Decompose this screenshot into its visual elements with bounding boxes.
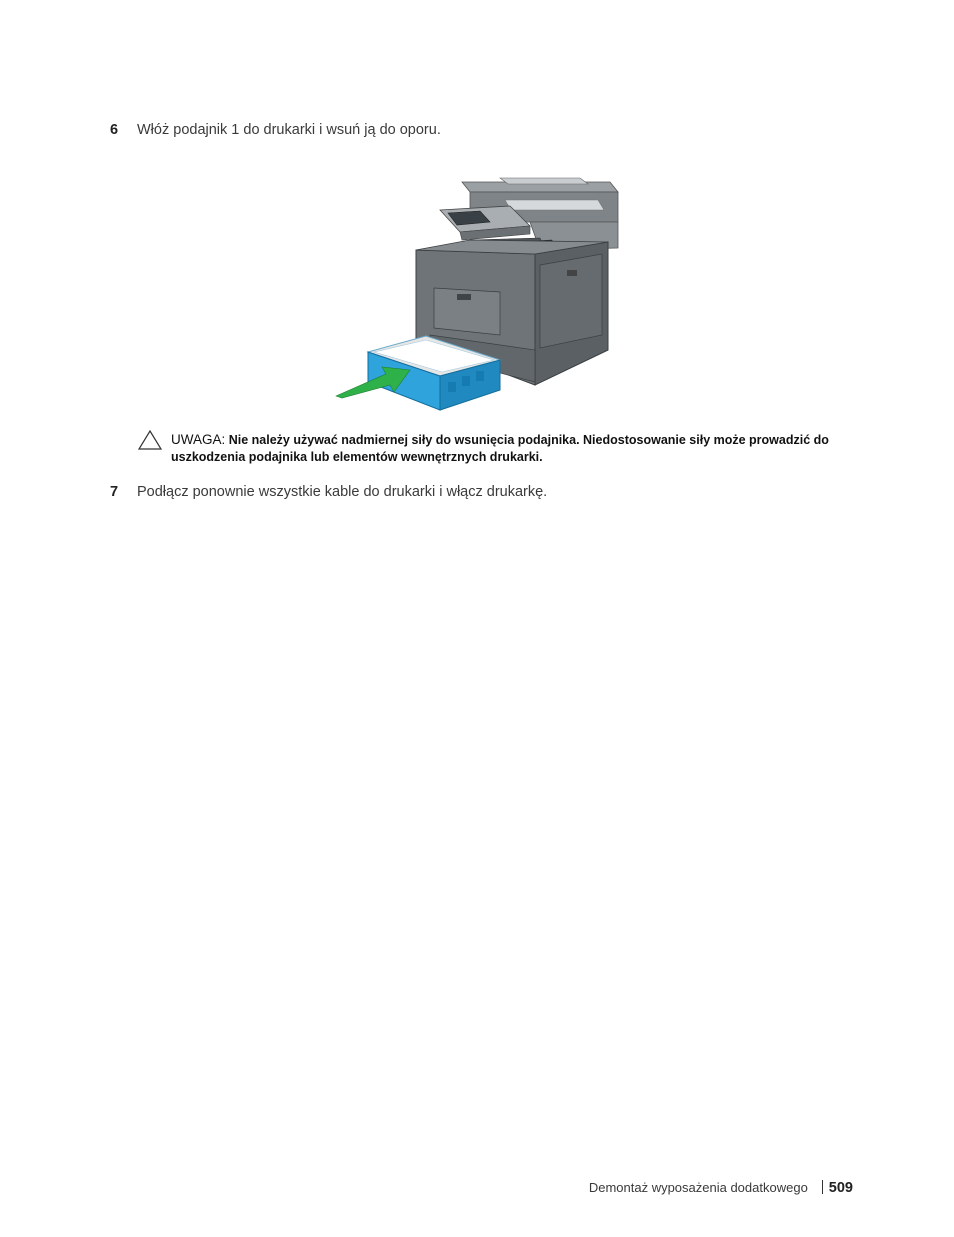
step-text: Podłącz ponownie wszystkie kable do drukarki i włącz drukarkę. [137, 484, 548, 500]
page-footer [589, 1178, 853, 1198]
step-7 [110, 483, 547, 501]
warning-triangle-icon [138, 430, 162, 450]
caution-text: Nie należy używać nadmiernej siły do wsunięcia podajnika. Niedostosowanie siły może prowadzić do uszkodzenia podajnika lub elementów wewnętrznych drukarki. [171, 433, 829, 464]
page-number: 509 [828, 1180, 853, 1196]
printer-tray-insertion-illustration [330, 170, 630, 415]
step-text: Włóż podajnik 1 do drukarki i wsuń ją do oporu. [137, 122, 441, 138]
step-number: 7 [110, 484, 119, 500]
footer-section-title: Demontaż wyposażenia dodatkowego [588, 1180, 808, 1195]
step-6 [110, 121, 441, 139]
caution-label: UWAGA: [171, 432, 226, 447]
step-number: 6 [110, 122, 119, 138]
footer-divider [822, 1180, 823, 1194]
